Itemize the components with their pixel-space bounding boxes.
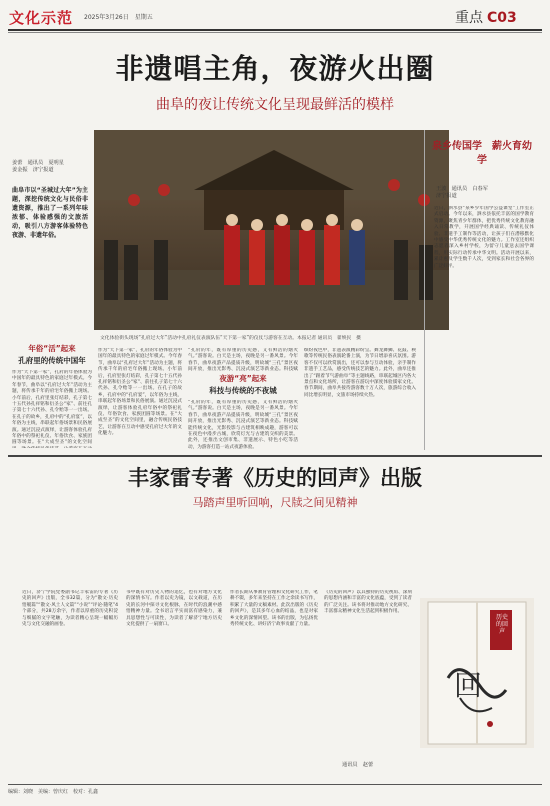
article2-col1: 近日，济宁学院党委副书记丰家雷的专著《历史的回声》出版，全书32篇，分为“散文·历史悟履篇”“散文·风土人文篇”“小说”“评论·随笔”4个部分，共28万余字，作者以厚重的历史积淀与细腻的文字笔触，为读者精心呈现一幅幅历史与文化交融的画卷。 — [22, 590, 118, 628]
article2-headline: 丰家雷专著《历史的回声》出版 — [128, 465, 422, 490]
article1-headline: 非遗唱主角，夜游火出圈 — [115, 52, 435, 85]
masthead-rule-thin — [8, 32, 542, 33]
article2-col2: 书中既有对历史人物的追忆，也有对地方文化的深情书写。作者以史为镜，以文载道，在历史的长河中探寻文化根脉，在时代的浪潮中感悟精神力量。全书语言平实而富有感染力，兼具思想性与可读性，为读者了解济宁地方历史文化提供了一扇窗口。 — [126, 590, 222, 628]
article2-col4: 《历史的回声》以其独特的历史视角、深刻的思想内涵和丰富的文化底蕴，受到了读者的广泛关注。该书将对推动地方文化研究、丰富群众精神文化生活起到积极作用。 — [324, 590, 412, 615]
sec1-text: 作为“天下第一家”，孔府的年俗体验为中国年的最具特色的家庭过年模式。今年春节，曲阜以“孔府过大年”活动为主题，将传承千年的府宅年俗搬上现场。小年前后，孔府里张灯结彩，孔子第七十五代孙孔祥铭和衍圣公“家”、前往孔子第七十六代孙、孔令贻等一一出场。在孔子的故乡，孔府中的“孔府宴”，以年俗为主线，串联起年俗场景和民俗展演。通过沉浸式演绎，让游客体验孔府年俗中的祭祀礼仪、年俗饮食、家族团圆等场景。在“大成至圣”的文化空间 — [12, 370, 92, 446]
book-cover-calligraphy: 回 — [454, 669, 483, 702]
section-label: 重点 — [455, 10, 483, 26]
sec1-text-cont: 作为“天下第一家”，孔府的年俗体验为中国年的最具特色的家庭过年模式。今年春节，曲阜以“孔府过大年”活动为主题，将传承千年的府宅年俗搬上现场。小年前后，孔府里张灯结彩，孔子第七十五代孙孔祥铭和衍圣公“家”、前往孔子第七十六代孙、孔令贻等一一出场。在孔子的故乡，孔府中的“孔府宴”，以年俗为主线，串联起年俗场景和民俗展演。通过沉浸式演绎，让游客体验孔府年俗中的祭祀礼仪、年俗饮食、家族团圆等场景。在“大成至圣”的文化空间里，融合传统民俗技艺，让游客在互动中感受孔府过大年的文化魅力。 — [98, 348, 182, 437]
article-divider — [8, 455, 542, 457]
sidebar-divider — [424, 130, 425, 450]
sec1-subtitle: 孔府里的传统中国年 — [18, 356, 86, 365]
sidebar-text: 近日，泗水县“泉乡少年国学公益课堂”工作室正式启动。今年以来，泗水县依托丰富的国学教育资源，聚焦青少年群体，把优秀传统文化教育融入日常教学，开展国学经典诵读、传统礼仪体验、非遗手工制作等活动，让孩子们在潜移默化中感受中华优秀传统文化的魅力。工作室还组织志愿者深入乡村学校，为留守儿童送去国学课程，用实际行动传承中华文明。活动开展以来，累计惠及学生数千人次，受到家长和社会各界的广泛好评。 — [434, 206, 534, 269]
byline-line: 姜蕾 通讯员 夏明星 — [12, 160, 64, 166]
sec1-title: 年俗“活”起来 — [28, 344, 76, 353]
article1-lead: 曲阜市以“圣城过大年”为主题，深挖传统文化与民俗非遗资源，推出了一系列年味浓郁、体验感强的文旅活动，吸引八方游客体验特色夜游、非遗年俗。 — [12, 187, 88, 239]
page-number: C03 — [487, 10, 517, 26]
article2-subheadline: 马踏声里听回响，尺牍之间见精神 — [192, 496, 358, 509]
sec2-subtitle: 科技与传统的不夜城 — [209, 386, 277, 395]
festival-parade-photo — [94, 130, 449, 330]
article2-col3: 作者长期从事教育管理和文化研究工作，笔耕不辍，多年来坚持在工作之余读书写作，积累了大量的文稿素材。此次出版的《历史的回声》，是其多年心血的结晶，也是对家乡文化的深情回望。该书的出版，为弘扬优秀传统文化、讲好济宁故事贡献了力量。 — [230, 590, 318, 628]
book-cover-image — [420, 598, 534, 748]
article1-byline — [12, 160, 90, 174]
sidebar-title: 泉乡传国学 薪火育幼学 — [432, 141, 532, 166]
book-cover-title: 历史的回声 — [496, 614, 509, 635]
footer-rule — [8, 784, 542, 785]
sec2-intro: “孔府的年，既有厚重的历史感，又有鲜活的烟火气。”游客说。白天是主场，夜晚是另一番风景。今年春节，曲阜夜游产品提质升级，明故城“三孔”景区夜间开放，推出光影秀、沉浸式演艺等新业态。科技赋 — [188, 348, 298, 372]
sec3-text: 缤纷夜色中，非遗表演精彩纷呈。舞龙舞狮、花鼓、秧歌等传统民俗表演轮番上演，为节日增添喜庆氛围。游客不仅可以欣赏演出，还可以参与互动体验，亲手制作非遗手工艺品，感受传统技艺的魅力。此外，曲阜还推出了“跟着节气游曲阜”等主题线路，串联起城区内各大景点和文化场所，让游客在游玩中深度体验儒家文化。春节期间，曲阜共接待游客数十万人次，旅游综合收入同比增长明显，文旅市场持续火热。 — [304, 348, 416, 398]
article1-subheadline: 曲阜的夜让传统文化呈现最鲜活的模样 — [156, 97, 394, 113]
masthead-rule — [8, 29, 542, 31]
newspaper-logo: 文化示范 — [9, 9, 74, 27]
sec2-text: “孔府的年，既有厚重的历史感，又有鲜活的烟火气。”游客说。白天是主场，夜晚是另一番风景。今年春节，曲阜夜游产品提质升级，明故城“三孔”景区夜间开放，推出光影秀、沉浸式演艺等新业态。科技赋能传统文化，光影投影与古建筑相映成趣，游客可以在夜色中漫步古城，欣赏灯光与古建筑交织的美景。此外，还推出文创市集、非遗展示、特色小吃等活动，为游客打造一站式夜游体验。 — [188, 400, 298, 450]
byline-line: 济宁报道 — [436, 193, 457, 199]
section-header — [455, 7, 517, 27]
article1-photo — [94, 130, 449, 330]
footer-credits: 编辑：刘晓 美编：曾庆红 校对：孔鑫 — [8, 789, 99, 795]
article2-byline: 通讯员 赵蕾 — [342, 762, 374, 768]
dateline: 2025年3月26日 星期五 — [84, 14, 153, 21]
sidebar-byline — [436, 186, 532, 200]
photo-caption: 文化体验街头现场“孔府过大年”活动中孔府礼仪表演队伍“天下第一家”的仪仗与游客在互动。本报记者 通讯员 翟焕民 摄 — [100, 336, 361, 341]
byline-line: 姜金振 济宁报道 — [12, 167, 54, 173]
byline-line: 王波 通讯员 白春军 — [436, 186, 488, 192]
sec2-title: 夜游“亮”起来 — [219, 374, 267, 383]
